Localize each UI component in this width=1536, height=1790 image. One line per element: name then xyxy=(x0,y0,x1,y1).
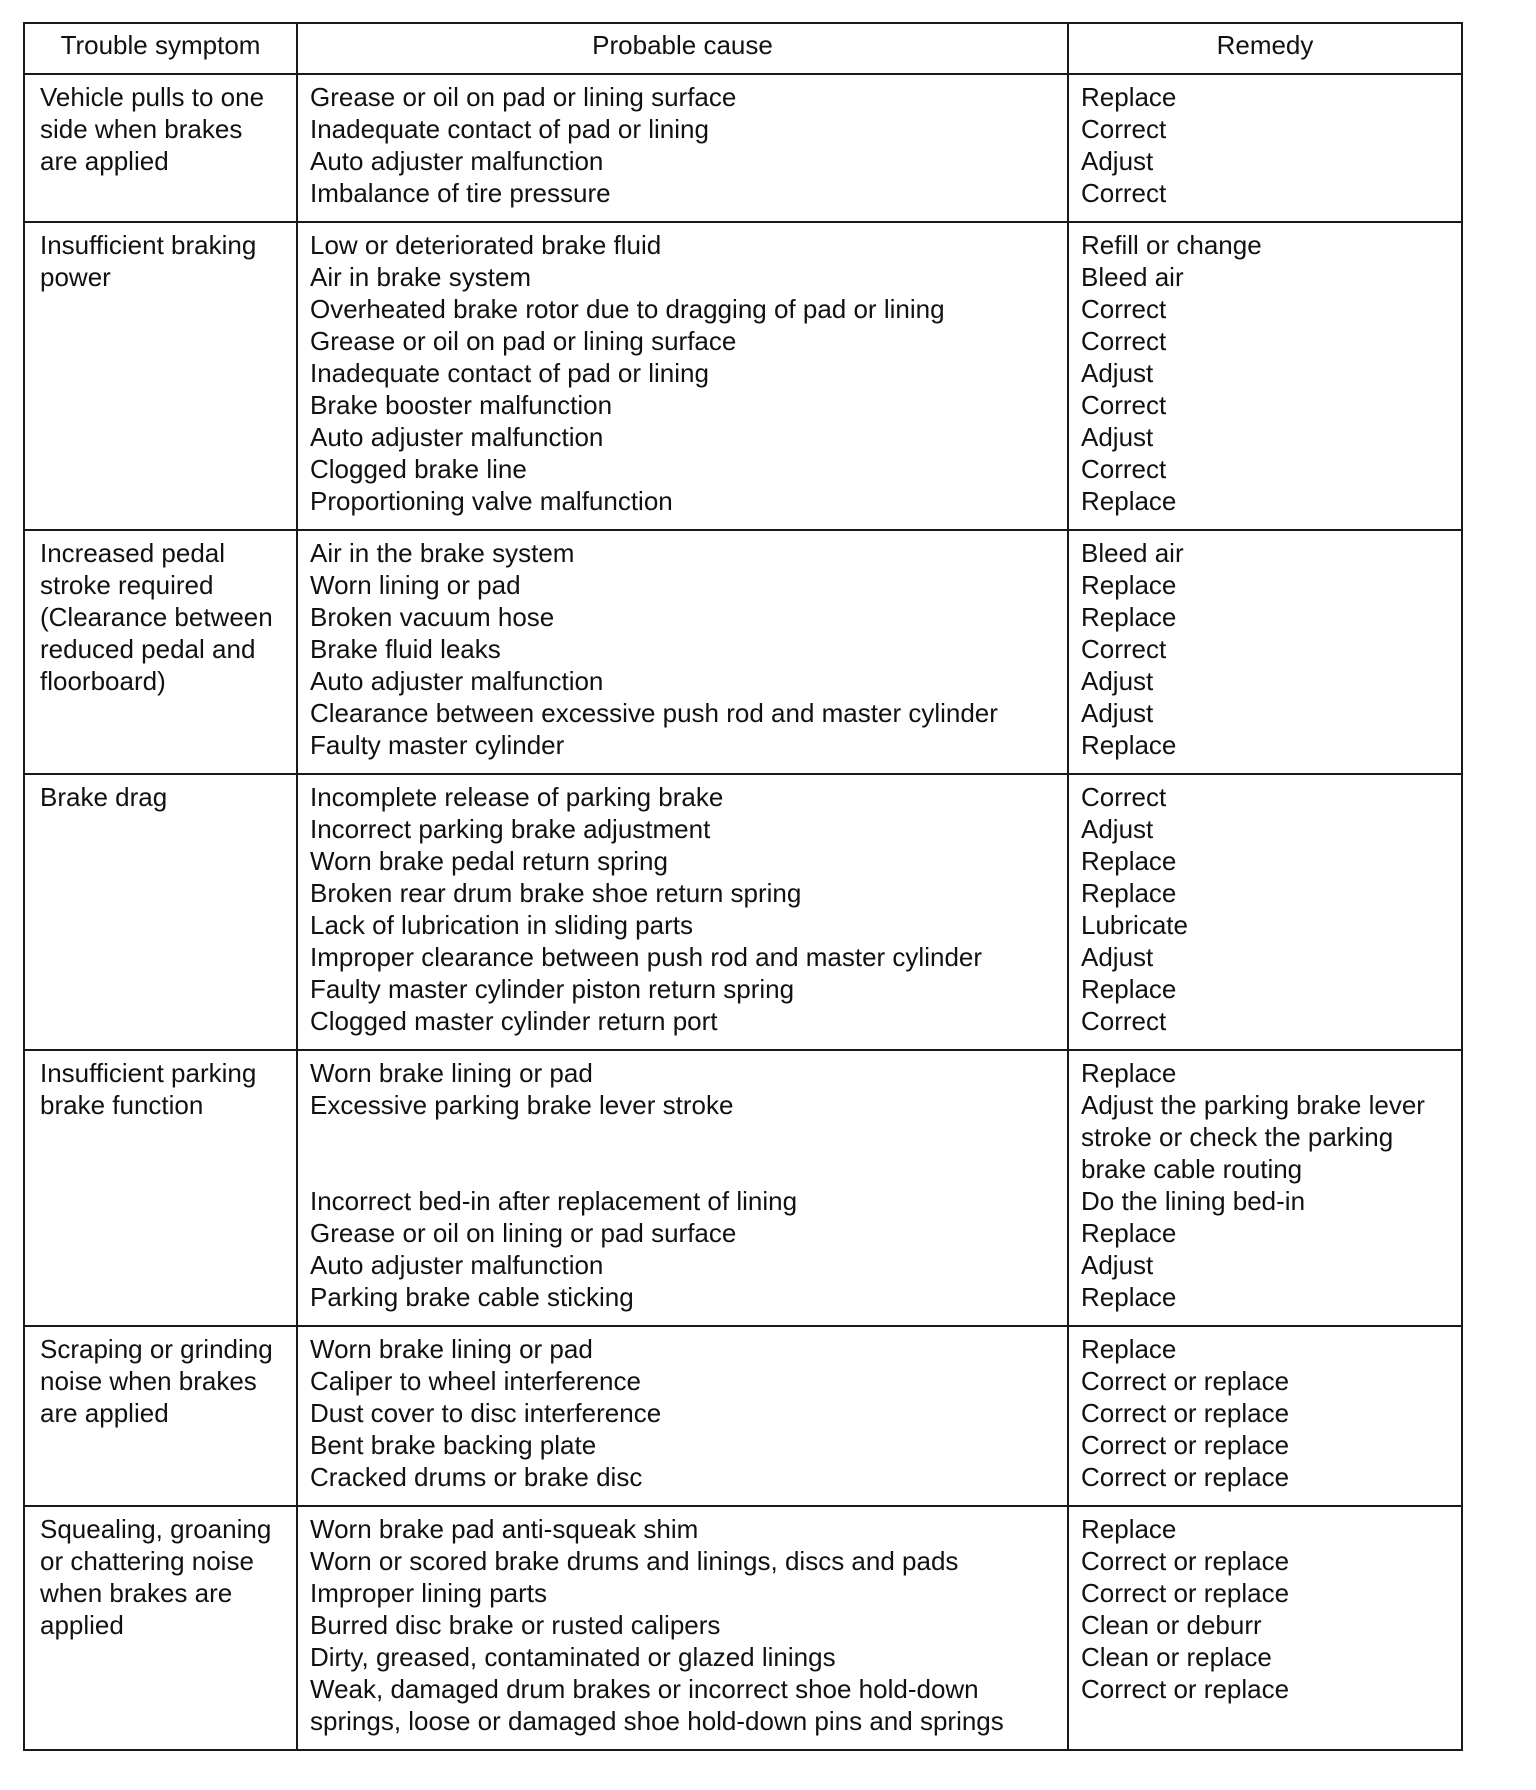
cause-line xyxy=(310,1121,1057,1153)
symptom-cell xyxy=(24,1326,297,1506)
cause-line: Improper clearance between push rod and master cylinder xyxy=(310,942,983,972)
cause-line: Auto adjuster malfunction xyxy=(310,666,604,696)
cause-line: Improper lining parts xyxy=(310,1578,547,1608)
symptom-text: Brake drag xyxy=(40,782,168,812)
cause-line: Worn brake pedal return spring xyxy=(310,846,668,876)
table-row xyxy=(24,1326,1462,1506)
remedy-line: Adjust xyxy=(1081,1250,1154,1280)
remedy-line: Correct or replace xyxy=(1081,1462,1290,1492)
remedy-line: brake cable routing xyxy=(1081,1154,1303,1184)
cause-line: Auto adjuster malfunction xyxy=(310,146,604,176)
remedy-line: stroke or check the parking xyxy=(1081,1122,1394,1152)
symptom-text: Insufficient braking power xyxy=(40,230,257,292)
cause-line: Low or deteriorated brake fluid xyxy=(310,230,662,260)
cause-line: Clogged brake line xyxy=(310,454,527,484)
cause-line: Grease or oil on pad or lining surface xyxy=(310,326,737,356)
header-row xyxy=(24,23,1462,74)
cause-line: Incorrect parking brake adjustment xyxy=(310,814,711,844)
cause-line: Broken vacuum hose xyxy=(310,602,555,632)
cause-line: Clearance between excessive push rod and master cylinder xyxy=(310,698,998,728)
remedy-line: Adjust the parking brake lever xyxy=(1081,1090,1425,1120)
remedy-line: Bleed air xyxy=(1081,538,1184,568)
symptom-text: Increased pedal stroke required (Clearance between reduced pedal and floorboard) xyxy=(40,538,273,696)
probable-cause-cell xyxy=(297,530,1068,774)
symptom-cell xyxy=(24,74,297,222)
cause-line: Worn brake pad anti-squeak shim xyxy=(310,1514,699,1544)
header-remedy: Remedy xyxy=(1068,23,1462,74)
troubleshooting-table xyxy=(23,22,1463,1751)
cause-line: Faulty master cylinder xyxy=(310,730,565,760)
cause-line: Brake booster malfunction xyxy=(310,390,613,420)
cause-line: Imbalance of tire pressure xyxy=(310,178,611,208)
cause-line: Auto adjuster malfunction xyxy=(310,422,604,452)
cause-line: Cracked drums or brake disc xyxy=(310,1462,643,1492)
remedy-line: Correct xyxy=(1081,178,1167,208)
table-header xyxy=(24,23,1462,74)
cause-line: Proportioning valve malfunction xyxy=(310,486,673,516)
cause-line: Incomplete release of parking brake xyxy=(310,782,724,812)
cause-line: Incorrect bed-in after replacement of lining xyxy=(310,1186,798,1216)
cause-line: Overheated brake rotor due to dragging of pad or lining xyxy=(310,294,945,324)
remedy-cell xyxy=(1068,1506,1462,1750)
remedy-cell xyxy=(1068,1326,1462,1506)
cause-line: Dirty, greased, contaminated or glazed linings xyxy=(310,1642,836,1672)
remedy-line: Replace xyxy=(1081,570,1177,600)
symptom-text: Squealing, groaning or chattering noise when brakes are applied xyxy=(40,1514,272,1640)
remedy-line: Correct xyxy=(1081,454,1167,484)
cause-line: Dust cover to disc interference xyxy=(310,1398,662,1428)
remedy-line: Clean or deburr xyxy=(1081,1610,1262,1640)
table-row xyxy=(24,1506,1462,1750)
symptom-cell xyxy=(24,530,297,774)
table-row xyxy=(24,74,1462,222)
remedy-cell xyxy=(1068,222,1462,530)
remedy-line: Replace xyxy=(1081,878,1177,908)
remedy-line: Replace xyxy=(1081,82,1177,112)
symptom-cell xyxy=(24,1050,297,1326)
remedy-line: Correct or replace xyxy=(1081,1366,1290,1396)
table-row xyxy=(24,1050,1462,1326)
cause-line: Burred disc brake or rusted calipers xyxy=(310,1610,721,1640)
cause-line: Clogged master cylinder return port xyxy=(310,1006,718,1036)
cause-line: Air in brake system xyxy=(310,262,532,292)
remedy-line: Correct or replace xyxy=(1081,1674,1290,1704)
remedy-line: Correct xyxy=(1081,390,1167,420)
remedy-line: Replace xyxy=(1081,1058,1177,1088)
remedy-line: Clean or replace xyxy=(1081,1642,1272,1672)
cause-line: Lack of lubrication in sliding parts xyxy=(310,910,693,940)
remedy-line: Correct xyxy=(1081,634,1167,664)
remedy-cell xyxy=(1068,1050,1462,1326)
remedy-line: Correct or replace xyxy=(1081,1430,1290,1460)
remedy-line: Adjust xyxy=(1081,422,1154,452)
cause-line: Auto adjuster malfunction xyxy=(310,1250,604,1280)
table-row xyxy=(24,774,1462,1050)
remedy-line: Adjust xyxy=(1081,942,1154,972)
remedy-line: Adjust xyxy=(1081,698,1154,728)
remedy-line: Correct xyxy=(1081,326,1167,356)
remedy-line: Lubricate xyxy=(1081,910,1188,940)
cause-line: Caliper to wheel interference xyxy=(310,1366,641,1396)
cause-line: Inadequate contact of pad or lining xyxy=(310,114,709,144)
cause-line: Worn or scored brake drums and linings, discs and pads xyxy=(310,1546,959,1576)
symptom-cell xyxy=(24,1506,297,1750)
cause-line: Parking brake cable sticking xyxy=(310,1282,634,1312)
header-trouble-symptom: Trouble symptom xyxy=(24,23,297,74)
remedy-line: Replace xyxy=(1081,846,1177,876)
remedy-cell xyxy=(1068,774,1462,1050)
remedy-line: Correct xyxy=(1081,1006,1167,1036)
cause-line: springs, loose or damaged shoe hold-down pins and springs xyxy=(310,1706,1004,1736)
remedy-line: Replace xyxy=(1081,1218,1177,1248)
remedy-line: Correct or replace xyxy=(1081,1578,1290,1608)
remedy-line: Replace xyxy=(1081,1334,1177,1364)
cause-line: Faulty master cylinder piston return spring xyxy=(310,974,795,1004)
symptom-cell xyxy=(24,774,297,1050)
remedy-line: Adjust xyxy=(1081,814,1154,844)
table-row xyxy=(24,222,1462,530)
remedy-line: Correct or replace xyxy=(1081,1546,1290,1576)
cause-line: Bent brake backing plate xyxy=(310,1430,597,1460)
cause-line: Brake fluid leaks xyxy=(310,634,501,664)
table-body xyxy=(24,74,1462,1750)
remedy-line: Replace xyxy=(1081,730,1177,760)
remedy-line: Adjust xyxy=(1081,358,1154,388)
remedy-line: Correct xyxy=(1081,294,1167,324)
remedy-line: Replace xyxy=(1081,974,1177,1004)
remedy-line: Do the lining bed-in xyxy=(1081,1186,1306,1216)
cause-line: Excessive parking brake lever stroke xyxy=(310,1090,734,1120)
remedy-line: Adjust xyxy=(1081,666,1154,696)
probable-cause-cell xyxy=(297,222,1068,530)
remedy-line: Adjust xyxy=(1081,146,1154,176)
symptom-cell xyxy=(24,222,297,530)
probable-cause-cell xyxy=(297,74,1068,222)
header-probable-cause: Probable cause xyxy=(297,23,1068,74)
cause-line: Grease or oil on pad or lining surface xyxy=(310,82,737,112)
cause-line: Inadequate contact of pad or lining xyxy=(310,358,709,388)
remedy-line: Refill or change xyxy=(1081,230,1262,260)
remedy-line: Replace xyxy=(1081,1514,1177,1544)
probable-cause-cell xyxy=(297,1326,1068,1506)
remedy-line: Replace xyxy=(1081,486,1177,516)
cause-line: Grease or oil on lining or pad surface xyxy=(310,1218,737,1248)
remedy-line: Replace xyxy=(1081,602,1177,632)
probable-cause-cell xyxy=(297,774,1068,1050)
probable-cause-cell xyxy=(297,1050,1068,1326)
remedy-cell xyxy=(1068,74,1462,222)
remedy-line: Replace xyxy=(1081,1282,1177,1312)
cause-line: Worn lining or pad xyxy=(310,570,521,600)
remedy-line: Correct xyxy=(1081,782,1167,812)
symptom-text: Vehicle pulls to one side when brakes are applied xyxy=(40,82,265,176)
cause-line: Weak, damaged drum brakes or incorrect shoe hold-down xyxy=(310,1674,979,1704)
cause-line: Worn brake lining or pad xyxy=(310,1334,593,1364)
cause-line: Air in the brake system xyxy=(310,538,575,568)
remedy-cell xyxy=(1068,530,1462,774)
remedy-line: Correct xyxy=(1081,114,1167,144)
symptom-text: Scraping or grinding noise when brakes are applied xyxy=(40,1334,273,1428)
cause-line xyxy=(310,1153,1057,1185)
symptom-text: Insufficient parking brake function xyxy=(40,1058,257,1120)
remedy-line: Bleed air xyxy=(1081,262,1184,292)
cause-line: Broken rear drum brake shoe return spring xyxy=(310,878,802,908)
table-row xyxy=(24,530,1462,774)
remedy-line: Correct or replace xyxy=(1081,1398,1290,1428)
cause-line: Worn brake lining or pad xyxy=(310,1058,593,1088)
probable-cause-cell xyxy=(297,1506,1068,1750)
